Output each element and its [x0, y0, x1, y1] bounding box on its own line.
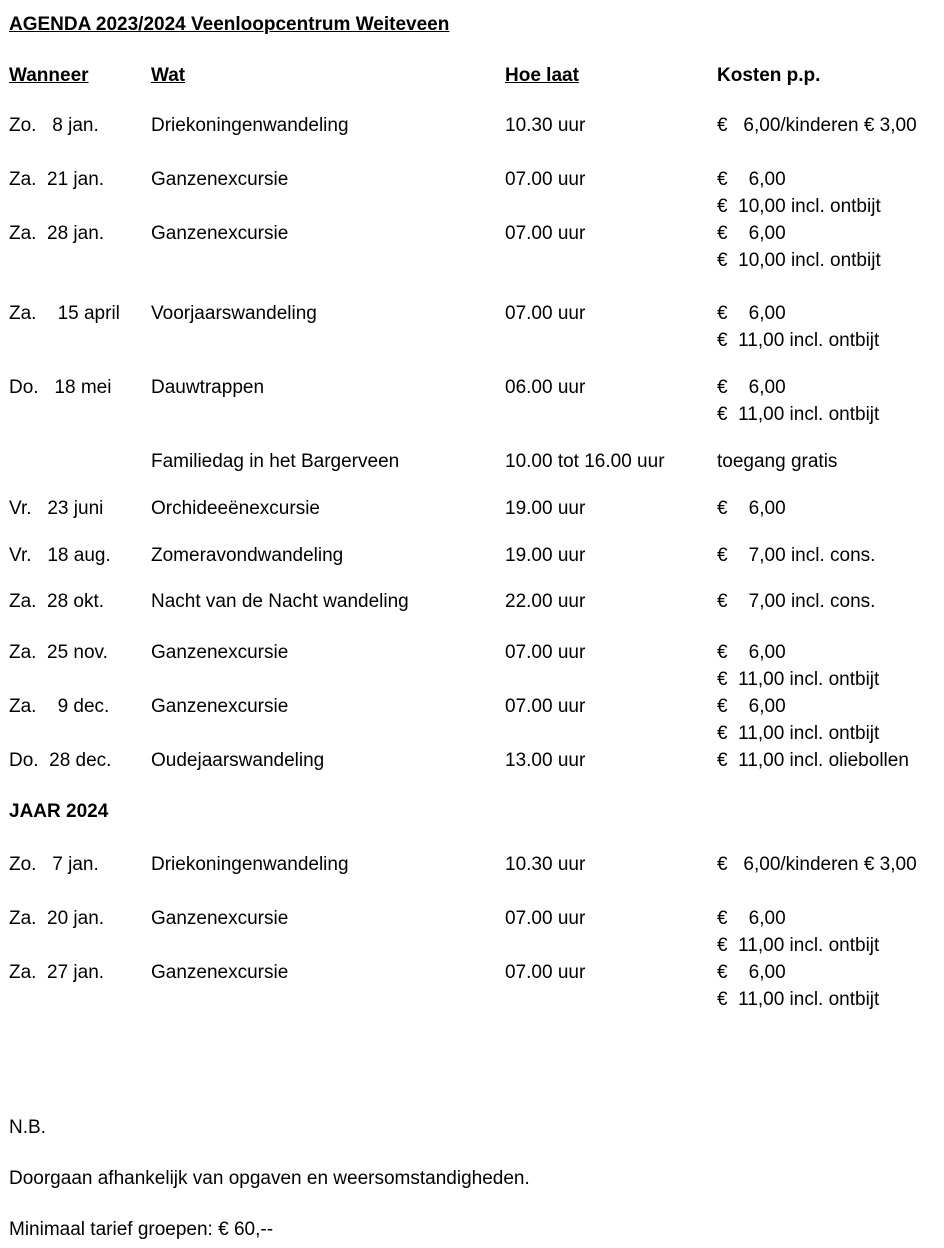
row-what: Ganzenexcursie: [151, 962, 289, 983]
row-when: Za. 20 jan.: [9, 908, 105, 929]
row-time: 07.00 uur: [505, 696, 586, 717]
row-when: Vr. 18 aug.: [9, 545, 111, 566]
row-when: Zo. 7 jan.: [9, 854, 99, 875]
row-cost: € 6,00: [717, 642, 786, 663]
row-cost: toegang gratis: [717, 451, 838, 472]
row-cost: € 6,00: [717, 377, 786, 398]
row-when: Za. 9 dec.: [9, 696, 110, 717]
row-when: Za. 25 nov.: [9, 642, 108, 663]
row-what: Ganzenexcursie: [151, 696, 289, 717]
row-time: 06.00 uur: [505, 377, 586, 398]
row-what: Zomeravondwandeling: [151, 545, 344, 566]
header-cost: Kosten p.p.: [717, 65, 821, 86]
row-cost-extra: € 11,00 incl. ontbijt: [717, 330, 880, 351]
header-when: Wanneer: [9, 65, 89, 86]
row-time: 10.30 uur: [505, 115, 586, 136]
row-cost: € 6,00: [717, 962, 786, 983]
row-time: 19.00 uur: [505, 498, 586, 519]
row-cost: € 6,00/kinderen € 3,00: [717, 115, 917, 136]
row-cost: € 6,00: [717, 223, 786, 244]
header-what: Wat: [151, 65, 186, 86]
row-cost: € 7,00 incl. cons.: [717, 545, 876, 566]
row-cost: € 7,00 incl. cons.: [717, 591, 876, 612]
row-cost-extra: € 11,00 incl. ontbijt: [717, 669, 880, 690]
row-cost: € 6,00: [717, 498, 786, 519]
row-time: 10.00 tot 16.00 uur: [505, 451, 665, 472]
row-when: Do. 18 mei: [9, 377, 112, 398]
note-group-rate: Minimaal tarief groepen: € 60,--: [9, 1219, 274, 1240]
row-when: Za. 28 jan.: [9, 223, 105, 244]
row-time: 07.00 uur: [505, 303, 586, 324]
row-time: 10.30 uur: [505, 854, 586, 875]
row-cost-extra: € 11,00 incl. ontbijt: [717, 935, 880, 956]
row-when: Do. 28 dec.: [9, 750, 112, 771]
row-cost-extra: € 11,00 incl. ontbijt: [717, 723, 880, 744]
row-what: Oudejaarswandeling: [151, 750, 325, 771]
row-cost: € 6,00: [717, 908, 786, 929]
row-cost: € 11,00 incl. oliebollen: [717, 750, 909, 771]
row-cost-extra: € 11,00 incl. ontbijt: [717, 989, 880, 1010]
row-when: Zo. 8 jan.: [9, 115, 99, 136]
row-cost-extra: € 10,00 incl. ontbijt: [717, 250, 881, 271]
row-time: 22.00 uur: [505, 591, 586, 612]
row-when: Za. 28 okt.: [9, 591, 105, 612]
row-what: Ganzenexcursie: [151, 169, 289, 190]
row-what: Ganzenexcursie: [151, 223, 289, 244]
row-when: Za. 27 jan.: [9, 962, 105, 983]
row-cost: € 6,00: [717, 303, 786, 324]
row-cost: € 6,00: [717, 696, 786, 717]
row-time: 07.00 uur: [505, 169, 586, 190]
row-what: Driekoningenwandeling: [151, 854, 349, 875]
row-what: Dauwtrappen: [151, 377, 265, 398]
row-time: 07.00 uur: [505, 223, 586, 244]
row-what: Orchideeënexcursie: [151, 498, 320, 519]
row-when: Za. 21 jan.: [9, 169, 105, 190]
row-cost: € 6,00: [717, 169, 786, 190]
row-time: 07.00 uur: [505, 908, 586, 929]
row-time: 19.00 uur: [505, 545, 586, 566]
page-title: AGENDA 2023/2024 Veenloopcentrum Weiteveen: [9, 14, 450, 35]
row-cost-extra: € 10,00 incl. ontbijt: [717, 196, 881, 217]
year-2024-heading: JAAR 2024: [9, 801, 109, 822]
header-time: Hoe laat: [505, 65, 579, 86]
row-what: Nacht van de Nacht wandeling: [151, 591, 409, 612]
row-cost: € 6,00/kinderen € 3,00: [717, 854, 917, 875]
row-what: Familiedag in het Bargerveen: [151, 451, 400, 472]
row-what: Ganzenexcursie: [151, 908, 289, 929]
row-what: Driekoningenwandeling: [151, 115, 349, 136]
row-what: Voorjaarswandeling: [151, 303, 317, 324]
row-when: Vr. 23 juni: [9, 498, 104, 519]
row-time: 07.00 uur: [505, 642, 586, 663]
row-time: 07.00 uur: [505, 962, 586, 983]
row-time: 13.00 uur: [505, 750, 586, 771]
note-conditions: Doorgaan afhankelijk van opgaven en weersomstandigheden.: [9, 1168, 530, 1189]
row-when: Za. 15 april: [9, 303, 120, 324]
row-cost-extra: € 11,00 incl. ontbijt: [717, 404, 880, 425]
note-nb: N.B.: [9, 1117, 46, 1138]
row-what: Ganzenexcursie: [151, 642, 289, 663]
